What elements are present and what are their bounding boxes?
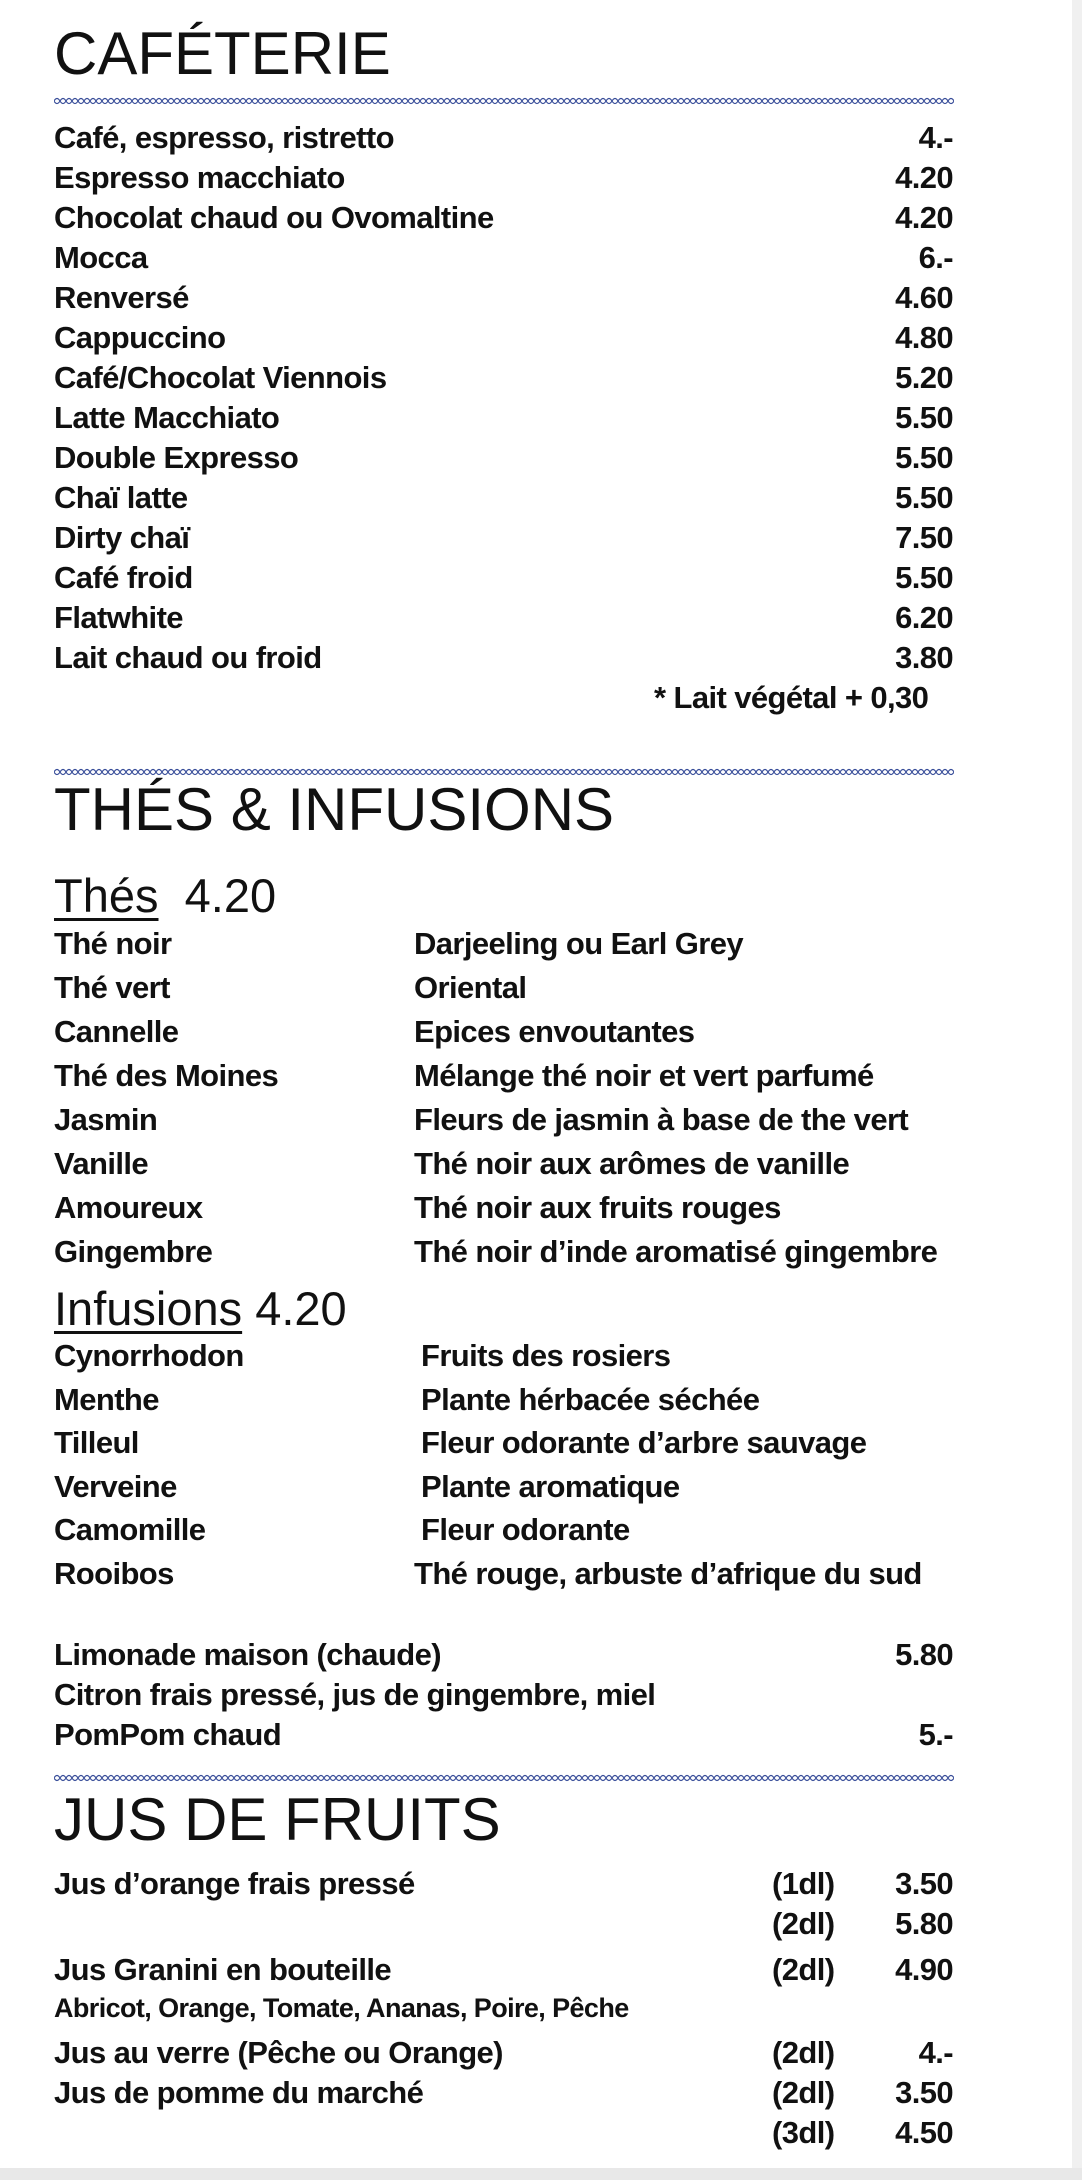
vegetal-milk-note: * Lait végétal + 0,30 [654,680,929,715]
infusions-price: 4.20 [255,1282,347,1335]
tea-description: Thé noir aux fruits rouges [414,1190,781,1225]
limonade-name: Limonade maison (chaude) [54,1637,441,1672]
cafe-item-name: Flatwhite [54,600,183,635]
infusion-name: Rooibos [54,1555,174,1591]
infusion-name: Tilleul [54,1425,139,1460]
infusions-label: Infusions [54,1282,243,1335]
apple-juice-size: (2dl) [772,2075,835,2110]
page-edge [0,2168,1082,2180]
apple-juice-size: (3dl) [772,2115,835,2150]
section-divider [54,95,954,107]
cafe-item-name: Double Expresso [54,440,299,475]
apple-juice-name: Jus de pomme du marché [54,2075,424,2110]
tea-description: Thé noir d’inde aromatisé gingembre [414,1234,938,1269]
infusion-name: Verveine [54,1468,177,1504]
cafe-item-price: 5.20 [895,360,953,395]
infusion-name: Menthe [54,1381,159,1417]
cafe-item-name: Lait chaud ou froid [54,640,322,675]
tea-name: Gingembre [54,1234,213,1269]
cafe-item-name: Café/Chocolat Viennois [54,360,387,395]
infusion-description: Fleur odorante [421,1512,630,1547]
glass-juice-price: 4.- [918,2035,953,2070]
infusion-name: Camomille [54,1512,206,1547]
infusion-description: Plante aromatique [421,1468,680,1504]
cafe-item-price: 4.20 [895,200,953,235]
tea-name: Thé des Moines [54,1058,279,1093]
cafe-item-name: Latte Macchiato [54,400,280,435]
cafe-item-price: 5.50 [895,440,953,475]
tea-name: Vanille [54,1146,149,1181]
tea-description: Oriental [414,970,527,1005]
cafe-item-name: Café froid [54,560,193,595]
tea-description: Epices envoutantes [414,1014,695,1049]
cafe-item-price: 5.50 [895,480,953,515]
infusion-description: Thé rouge, arbuste d’afrique du sud [414,1555,922,1591]
tea-name: Thé noir [54,926,172,961]
cafe-item-price: 4.- [918,120,953,155]
orange-juice-size: (1dl) [772,1866,835,1901]
orange-juice-price: 5.80 [895,1906,953,1941]
apple-juice-price: 3.50 [895,2075,953,2110]
cafe-item-price: 6.20 [895,600,953,635]
cafe-item-name: Dirty chaï [54,520,190,555]
jus-de-fruits-title: JUS DE FRUITS [54,1786,501,1853]
thes-heading [54,869,277,922]
apple-juice-price: 4.50 [895,2115,953,2150]
granini-name: Jus Granini en bouteille [54,1952,391,1987]
cafe-item-price: 5.50 [895,400,953,435]
cafe-item-name: Renversé [54,280,189,315]
infusion-description: Fruits des rosiers [421,1338,671,1373]
cafe-item-price: 4.20 [895,160,953,195]
orange-juice-size: (2dl) [772,1906,835,1941]
tea-description: Fleurs de jasmin à base de the vert [414,1102,909,1137]
thes-label: Thés [54,869,159,922]
tea-name: Cannelle [54,1014,179,1049]
cafe-item-price: 5.50 [895,560,953,595]
granini-flavours: Abricot, Orange, Tomate, Ananas, Poire, Pêche [54,1993,629,2023]
pompom-price: 5.- [918,1717,953,1752]
cafe-item-name: Chaï latte [54,480,188,515]
glass-juice-name: Jus au verre (Pêche ou Orange) [54,2035,503,2070]
cafeterie-title: CAFÉTERIE [54,20,391,87]
glass-juice-size: (2dl) [772,2035,835,2070]
tea-name: Thé vert [54,970,170,1005]
limonade-description: Citron frais pressé, jus de gingembre, miel [54,1677,656,1712]
cafe-item-price: 7.50 [895,520,953,555]
thes-price: 4.20 [184,869,277,922]
tea-description: Mélange thé noir et vert parfumé [414,1058,874,1093]
section-divider [54,1772,954,1784]
cafe-item-price: 3.80 [895,640,953,675]
cafe-item-price: 4.60 [895,280,953,315]
cafe-item-name: Mocca [54,240,148,275]
cafe-item-price: 4.80 [895,320,953,355]
infusion-description: Fleur odorante d’arbre sauvage [421,1425,867,1460]
cafe-item-name: Cappuccino [54,320,226,355]
granini-size: (2dl) [772,1952,835,1987]
cafe-item-name: Café, espresso, ristretto [54,120,394,155]
thes-infusions-title: THÉS & INFUSIONS [54,776,615,843]
page-edge [1072,0,1082,2180]
tea-description: Thé noir aux arômes de vanille [414,1146,850,1181]
pompom-name: PomPom chaud [54,1717,282,1752]
tea-name: Amoureux [54,1190,203,1225]
infusion-description: Plante hérbacée séchée [421,1381,760,1417]
infusion-name: Cynorrhodon [54,1338,244,1373]
cafe-item-price: 6.- [918,240,953,275]
cafe-item-name: Espresso macchiato [54,160,345,195]
orange-juice-price: 3.50 [895,1866,953,1901]
tea-description: Darjeeling ou Earl Grey [414,926,744,961]
cafe-item-name: Chocolat chaud ou Ovomaltine [54,200,494,235]
orange-juice-name: Jus d’orange frais pressé [54,1866,415,1901]
tea-name: Jasmin [54,1102,158,1137]
limonade-price: 5.80 [895,1637,953,1672]
granini-price: 4.90 [895,1952,953,1987]
infusions-heading [54,1282,347,1335]
